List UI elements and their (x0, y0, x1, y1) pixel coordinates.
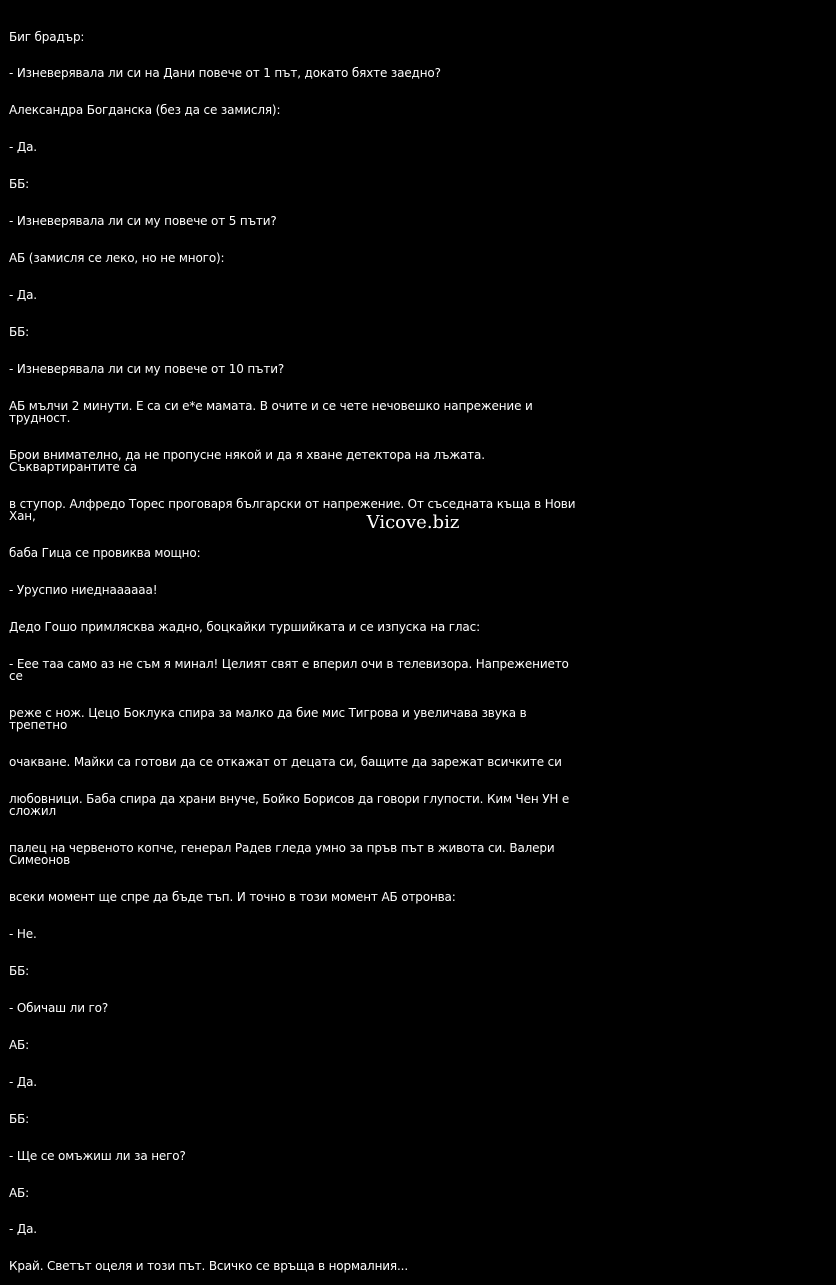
joke-line: АБ мълчи 2 минути. Е са си е*е мамата. В очите и се чете нечовешко напрежение и трудност. (9, 398, 537, 425)
joke-line: Александра Богданска (без да се замисля): (9, 103, 281, 118)
joke-line: в ступор. Алфредо Торес проговаря български от напрежение. От съседната къща в Нови Хан, (9, 496, 580, 524)
joke-line: - Да. (9, 1074, 37, 1089)
joke-line: Дедо Гошо примлясква жадно, боцкайки туршийката и се изпуска на глас: (9, 619, 480, 634)
joke-line: - Еее таа само аз не съм я минал! Целият свят е вперил очи в телевизора. Напрежението се (9, 656, 573, 684)
joke-line: баба Гица се провиква мощно: (9, 546, 201, 561)
joke-line: АБ (замисля се леко, но не много): (9, 250, 225, 265)
joke-line: - Да. (9, 1222, 37, 1237)
joke-line: - Изневерявала ли си на Дани повече от 1 път, докато бяхте заедно? (9, 66, 441, 81)
joke-line: АБ: (9, 1037, 30, 1052)
joke-line: всеки момент ще спре да бъде тъп. И точно в този момент АБ отронва: (9, 890, 456, 905)
joke-line: Край. Светът оцеля и този път. Всичко се връща в нормалния... (9, 1259, 408, 1274)
site-watermark: Vicove.biz (366, 512, 460, 533)
joke-line: любовници. Баба спира да храни внуче, Бойко Борисов да говори глупости. Ким Чен УН е сложил (9, 792, 573, 819)
joke-line: очакване. Майки са готови да се откажат от децата си, бащите да зарежат всичките си (9, 755, 562, 770)
joke-line: - Не. (9, 927, 37, 942)
joke-line: - Да. (9, 140, 37, 155)
joke-text (9, 6, 579, 1285)
joke-line: ББ: (9, 177, 30, 192)
joke-line: Брои внимателно, да не пропусне някой и да я хване детектора на лъжата. Съквартирантите са (9, 447, 489, 474)
joke-line: ББ: (9, 1111, 30, 1126)
joke-line: - Уруспио ниеднаааааа! (9, 582, 158, 597)
joke-line: ББ: (9, 324, 30, 339)
joke-line: ББ: (9, 964, 30, 979)
joke-line: - Изневерявала ли си му повече от 5 пъти? (9, 214, 277, 229)
joke-line: палец на червеното копче, генерал Радев гледа умно за пръв път в живота си. Валери Симеонов (9, 841, 559, 868)
joke-line: АБ: (9, 1185, 30, 1200)
joke-line: - Ще се омъжиш ли за него? (9, 1148, 186, 1163)
joke-line: Биг брадър: (9, 29, 85, 44)
joke-line: - Изневерявала ли си му повече от 10 пъти? (9, 361, 285, 376)
joke-line: - Да. (9, 287, 37, 302)
joke-line: - Обичаш ли го? (9, 1001, 109, 1016)
joke-line: реже с нож. Цецо Боклука спира за малко да бие мис Тигрова и увеличава звука в трепетно (9, 705, 531, 733)
